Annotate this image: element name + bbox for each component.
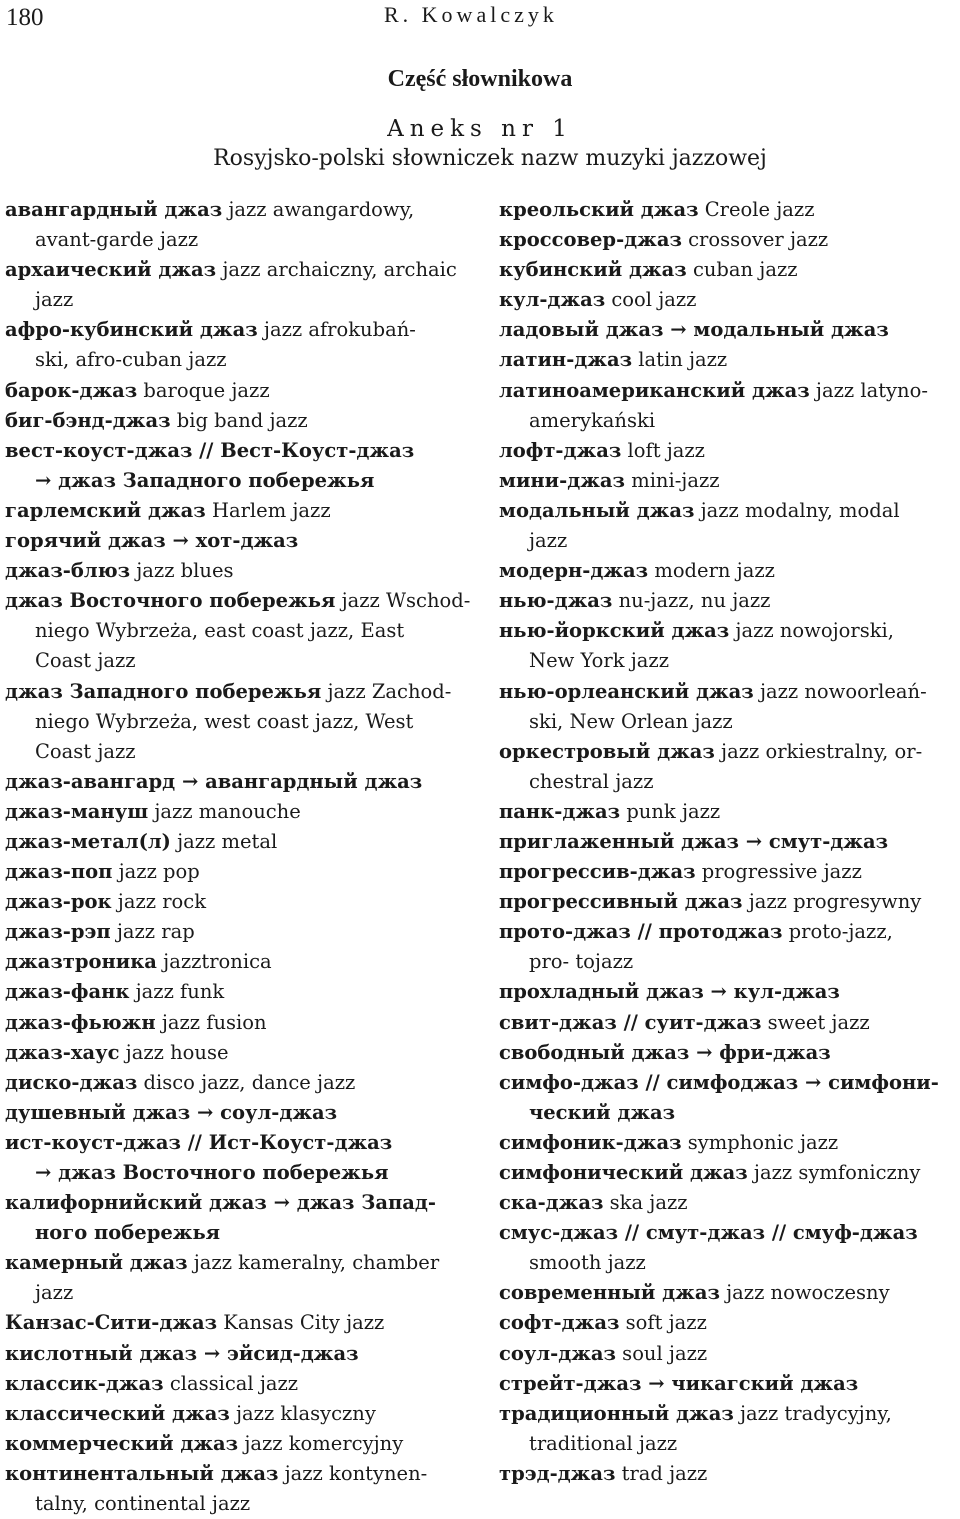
entry-definition: jazz fusion xyxy=(155,1010,267,1034)
entry-term: нью-йоркский джаз xyxy=(499,619,730,643)
entry-term: джаз-метал(л) xyxy=(5,829,171,853)
entry-definition: proto-jazz, xyxy=(782,920,893,944)
entry-definition: jazz nowojorski, xyxy=(729,619,894,643)
entry-definition: jazz awangardowy, xyxy=(222,198,415,221)
dictionary-entry xyxy=(499,1008,959,1038)
entry-term: джаз Западного побережья xyxy=(5,679,322,703)
entry-definition: ski, afro-cuban jazz xyxy=(35,348,227,372)
dictionary-entry xyxy=(5,255,473,315)
entry-term: смус-джаз // смут-джаз // смуф-джаз xyxy=(499,1221,918,1245)
entry-term: модальный джаз xyxy=(499,498,695,522)
entry-definition: jazz progresywny xyxy=(742,890,922,914)
entry-term: авангардный джаз xyxy=(5,198,223,221)
dictionary-entry xyxy=(499,195,959,225)
dictionary-entry xyxy=(499,285,959,315)
entry-term: прогрессив-джаз xyxy=(499,860,696,884)
dictionary-entry xyxy=(5,887,473,917)
entry-definition: jazz modalny, modal xyxy=(694,498,900,522)
dictionary-entry xyxy=(499,376,959,436)
dictionary-entry xyxy=(5,1128,473,1188)
entry-definition: latin jazz xyxy=(632,348,728,372)
dictionary-entry xyxy=(5,436,473,496)
dictionary-entry xyxy=(5,1188,473,1248)
entry-definition: classical jazz xyxy=(163,1371,299,1395)
entry-term: ист-коуст-джаз // Ист-Коуст-джаз xyxy=(5,1130,393,1154)
dictionary-entry xyxy=(499,917,959,977)
entry-definition: progressive jazz xyxy=(695,860,862,884)
entry-term: нью-джаз xyxy=(499,589,613,613)
entry-term: классик-джаз xyxy=(5,1371,164,1395)
entry-definition: jazz symfoniczny xyxy=(747,1161,921,1184)
entry-term: приглаженный джаз → смут-джаз xyxy=(499,829,889,853)
dictionary-entry xyxy=(499,436,959,466)
entry-term: соул-джаз xyxy=(499,1341,616,1365)
dictionary-entry xyxy=(499,345,959,375)
entry-term: латин-джаз xyxy=(499,348,633,372)
entry-definition: niego Wybrzeża, west coast jazz, West xyxy=(35,709,414,733)
entry-definition: jazz funk xyxy=(129,980,225,1004)
entry-definition: trad jazz xyxy=(615,1461,708,1485)
entry-definition: ska jazz xyxy=(603,1191,688,1215)
entry-term: симфоник-джаз xyxy=(499,1130,682,1154)
entry-definition: pro- tojazz xyxy=(529,950,634,974)
entry-definition: soul jazz xyxy=(615,1341,708,1365)
entry-term: панк-джаз xyxy=(499,799,621,823)
entry-term: джаз-фанк xyxy=(5,980,130,1004)
dictionary-entry xyxy=(5,195,473,255)
entry-definition: jazz pop xyxy=(112,860,200,884)
entry-term: мини-джаз xyxy=(499,468,625,492)
entry-definition: mini-jazz xyxy=(625,468,720,492)
entry-definition: loft jazz xyxy=(621,438,705,462)
entry-definition: jazz xyxy=(35,288,74,312)
running-head: R. Kowalczyk xyxy=(384,2,558,27)
dictionary-entry xyxy=(5,406,473,436)
dictionary-entry xyxy=(499,315,959,345)
dictionary-entry xyxy=(5,586,473,676)
entry-definition: modern jazz xyxy=(648,559,775,583)
dictionary-entry xyxy=(499,1308,959,1338)
dictionary-entry xyxy=(5,556,473,586)
entry-term: симфонический джаз xyxy=(499,1161,748,1184)
entry-definition: chestral jazz xyxy=(529,769,654,793)
entry-term: трэд-джаз xyxy=(499,1461,616,1485)
entry-term: свит-джаз // суит-джаз xyxy=(499,1010,762,1034)
entry-definition: jazz komercyjny xyxy=(238,1431,404,1455)
dictionary-entry xyxy=(499,797,959,827)
page-header xyxy=(0,0,960,40)
entry-term: кроссовер-джаз xyxy=(499,228,682,252)
entry-definition: jazz klasyczny xyxy=(229,1401,376,1425)
entry-term: вест-коуст-джаз // Вест-Коуст-джаз xyxy=(5,438,415,462)
dictionary-entry xyxy=(5,947,473,977)
dictionary-entry xyxy=(499,1278,959,1308)
entry-term: горячий джаз → хот-джаз xyxy=(5,529,299,553)
dictionary-entry xyxy=(5,1339,473,1369)
entry-term: → джаз Восточного побережья xyxy=(35,1161,389,1184)
entry-definition: jazztronica xyxy=(156,950,272,974)
dictionary-entry xyxy=(5,1369,473,1399)
dictionary-entry xyxy=(5,977,473,1007)
dictionary-entry xyxy=(499,225,959,255)
page-number: 180 xyxy=(6,4,44,31)
entry-term: кул-джаз xyxy=(499,288,606,312)
entry-definition: amerykański xyxy=(529,408,656,432)
entry-term: латиноамериканский джаз xyxy=(499,378,810,402)
section-title: Część słownikowa xyxy=(387,66,573,92)
entry-term: архаический джаз xyxy=(5,258,217,282)
dictionary-column-right xyxy=(499,195,959,1489)
entry-definition: jazz kameralny, chamber xyxy=(187,1251,440,1275)
entry-term: джазтроника xyxy=(5,950,157,974)
dictionary-entry xyxy=(499,556,959,586)
entry-definition: jazz afrokubań- xyxy=(257,318,416,342)
entry-definition: ski, New Orlean jazz xyxy=(529,709,733,733)
entry-definition: Kansas City jazz xyxy=(217,1311,385,1335)
dictionary-entry xyxy=(5,827,473,857)
entry-term: ска-джаз xyxy=(499,1191,604,1215)
dictionary-entry xyxy=(499,827,959,857)
entry-definition: symphonic jazz xyxy=(681,1130,839,1154)
dictionary-column-left xyxy=(5,195,473,1519)
entry-term: джаз-хаус xyxy=(5,1040,120,1064)
entry-definition: jazz metal xyxy=(170,829,278,853)
entry-term: креольский джаз xyxy=(499,198,699,221)
entry-definition: avant-garde jazz xyxy=(35,228,199,252)
entry-definition: big band jazz xyxy=(170,408,308,432)
entry-term: классический джаз xyxy=(5,1401,230,1425)
entry-definition: Harlem jazz xyxy=(205,498,331,522)
entry-definition: smooth jazz xyxy=(529,1251,646,1275)
entry-definition: sweet jazz xyxy=(761,1010,870,1034)
entry-term: афро-кубинский джаз xyxy=(5,318,258,342)
entry-term: лофт-джаз xyxy=(499,438,622,462)
dictionary-entry xyxy=(5,1248,473,1308)
entry-term: кислотный джаз → эйсид-джаз xyxy=(5,1341,359,1365)
entry-definition: jazz rap xyxy=(110,920,195,944)
entry-definition: crossover jazz xyxy=(681,228,829,252)
dictionary-entry xyxy=(499,255,959,285)
dictionary-entry xyxy=(5,1068,473,1098)
entry-term: ного побережья xyxy=(35,1221,221,1245)
dictionary-entry xyxy=(499,1038,959,1068)
entry-term: джаз-рэп xyxy=(5,920,111,944)
entry-term: калифорнийский джаз → джаз Запад- xyxy=(5,1191,436,1215)
entry-term: → джаз Западного побережья xyxy=(35,468,375,492)
dictionary-entry xyxy=(499,1218,959,1278)
entry-definition: Coast jazz xyxy=(35,649,136,673)
entry-term: джаз-поп xyxy=(5,860,113,884)
entry-definition: punk jazz xyxy=(620,799,721,823)
entry-term: джаз-авангард → авангардный джаз xyxy=(5,769,423,793)
entry-term: прохладный джаз → кул-джаз xyxy=(499,980,840,1004)
dictionary-entry xyxy=(499,1369,959,1399)
entry-definition: jazz Wschod- xyxy=(335,589,471,613)
dictionary-entry xyxy=(499,616,959,676)
entry-term: свободный джаз → фри-джаз xyxy=(499,1040,831,1064)
entry-definition: jazz latyno- xyxy=(809,378,928,402)
entry-term: софт-джаз xyxy=(499,1311,620,1335)
entry-definition: jazz orkiestralny, or- xyxy=(714,739,923,763)
entry-definition: jazz house xyxy=(119,1040,229,1064)
entry-definition: cuban jazz xyxy=(686,258,798,282)
entry-term: джаз-рок xyxy=(5,890,112,914)
dictionary-entry xyxy=(5,1038,473,1068)
dictionary-entry xyxy=(5,1098,473,1128)
dictionary-entry xyxy=(5,496,473,526)
entry-definition: jazz xyxy=(529,529,568,553)
dictionary-entry xyxy=(499,1339,959,1369)
entry-definition: traditional jazz xyxy=(529,1431,678,1455)
annex-subtitle: Rosyjsko-polski słowniczek nazw muzyki jazzowej xyxy=(213,146,767,171)
annex-label: Aneks nr 1 xyxy=(387,116,573,142)
entry-term: биг-бэнд-джаз xyxy=(5,408,171,432)
entry-definition: jazz blues xyxy=(130,559,234,583)
dictionary-entry xyxy=(5,917,473,947)
entry-term: барок-джаз xyxy=(5,378,138,402)
dictionary-entry xyxy=(499,737,959,797)
dictionary-entry xyxy=(499,1128,959,1158)
entry-term: душевный джаз → соул-джаз xyxy=(5,1100,338,1124)
dictionary-entry xyxy=(5,1399,473,1429)
entry-term: камерный джаз xyxy=(5,1251,188,1275)
entry-definition: soft jazz xyxy=(619,1311,707,1335)
dictionary-entry xyxy=(499,466,959,496)
entry-definition: niego Wybrzeża, east coast jazz, East xyxy=(35,619,405,643)
dictionary-entry xyxy=(5,526,473,556)
entry-definition: disco jazz, dance jazz xyxy=(137,1070,356,1094)
dictionary-entry xyxy=(499,887,959,917)
dictionary-entry xyxy=(499,496,959,556)
entry-definition: jazz nowoczesny xyxy=(719,1281,890,1305)
dictionary-entry xyxy=(5,1308,473,1338)
dictionary-entry xyxy=(499,1068,959,1128)
dictionary-entry xyxy=(499,586,959,616)
entry-term: ческий джаз xyxy=(529,1100,676,1124)
entry-term: континентальный джаз xyxy=(5,1461,279,1485)
dictionary-entry xyxy=(499,1158,959,1188)
entry-definition: jazz rock xyxy=(111,890,207,914)
entry-term: диско-джаз xyxy=(5,1070,138,1094)
entry-definition: jazz xyxy=(35,1281,74,1305)
dictionary-entry xyxy=(5,315,473,375)
dictionary-entry xyxy=(499,1399,959,1459)
entry-definition: Creole jazz xyxy=(698,198,815,221)
entry-term: прото-джаз // протоджаз xyxy=(499,920,783,944)
entry-term: нью-орлеанский джаз xyxy=(499,679,754,703)
entry-term: кубинский джаз xyxy=(499,258,687,282)
entry-term: ладовый джаз → модальный джаз xyxy=(499,318,889,342)
entry-definition: jazz manouche xyxy=(148,799,301,823)
entry-term: оркестровый джаз xyxy=(499,739,715,763)
entry-definition: baroque jazz xyxy=(137,378,270,402)
entry-definition: jazz kontynen- xyxy=(278,1461,428,1485)
dictionary-entry xyxy=(499,1459,959,1489)
entry-term: коммерческий джаз xyxy=(5,1431,239,1455)
dictionary-entry xyxy=(5,1008,473,1038)
dictionary-entry xyxy=(5,677,473,767)
entry-term: джаз-фьюжн xyxy=(5,1010,156,1034)
entry-definition: nu-jazz, nu jazz xyxy=(612,589,771,613)
dictionary-entry xyxy=(5,767,473,797)
dictionary-entry xyxy=(499,857,959,887)
entry-definition: Coast jazz xyxy=(35,739,136,763)
entry-definition: jazz tradycyjny, xyxy=(733,1401,892,1425)
dictionary-entry xyxy=(499,1188,959,1218)
entry-term: джаз-мануш xyxy=(5,799,149,823)
entry-term: современный джаз xyxy=(499,1281,720,1305)
dictionary-entry xyxy=(499,677,959,737)
entry-term: прогрессивный джаз xyxy=(499,890,743,914)
dictionary-entry xyxy=(5,376,473,406)
entry-definition: jazz archaiczny, archaic xyxy=(216,258,457,282)
entry-term: традиционный джаз xyxy=(499,1401,734,1425)
entry-term: модерн-джаз xyxy=(499,559,649,583)
dictionary-entry xyxy=(5,797,473,827)
entry-term: джаз Восточного побережья xyxy=(5,589,336,613)
entry-term: симфо-джаз // симфоджаз → симфони- xyxy=(499,1070,939,1094)
entry-definition: jazz Zachod- xyxy=(321,679,452,703)
entry-definition: cool jazz xyxy=(605,288,697,312)
entry-term: джаз-блюз xyxy=(5,559,131,583)
entry-term: Канзас-Сити-джаз xyxy=(5,1311,218,1335)
entry-definition: jazz nowoorleań- xyxy=(753,679,927,703)
entry-definition: talny, continental jazz xyxy=(35,1492,251,1516)
dictionary-entry xyxy=(5,1429,473,1459)
entry-definition: New York jazz xyxy=(529,649,669,673)
dictionary-entry xyxy=(5,1459,473,1519)
dictionary-entry xyxy=(5,857,473,887)
dictionary-entry xyxy=(499,977,959,1007)
entry-term: гарлемский джаз xyxy=(5,498,206,522)
entry-term: стрейт-джаз → чикагский джаз xyxy=(499,1371,859,1395)
